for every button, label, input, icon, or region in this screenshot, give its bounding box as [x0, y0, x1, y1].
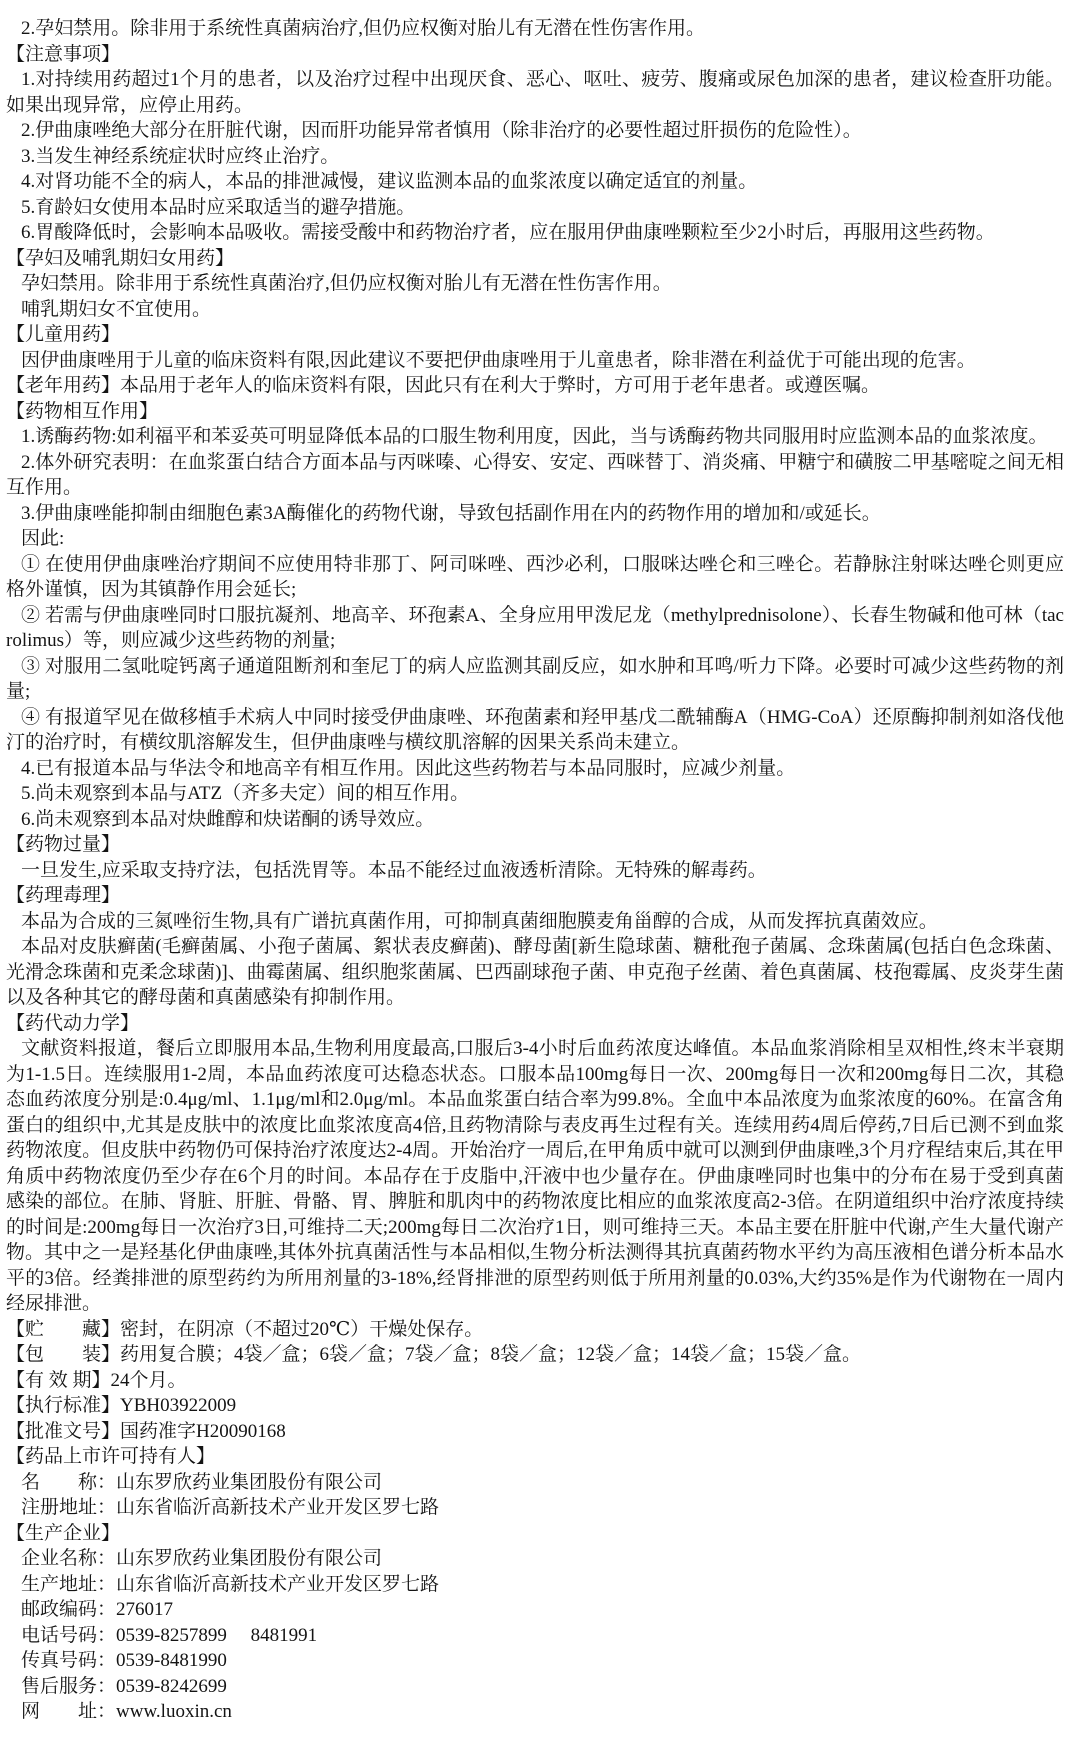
- paragraph: ① 在使用伊曲康唑治疗期间不应使用特非那丁、阿司咪唑、西沙必利，口服咪达唑仑和三唑仑。若静脉注射咪达唑仑则更应格外谨慎，因为其镇静作用会延长;: [6, 553, 1064, 600]
- paragraph: 因此:: [21, 528, 65, 549]
- section-heading: 【药物过量】: [6, 834, 121, 855]
- field-line: 【贮 藏】密封，在阴凉（不超过20℃）干燥处保存。: [6, 1318, 484, 1340]
- paragraph: 注册地址：山东省临沂高新技术产业开发区罗七路: [21, 1497, 440, 1518]
- paragraph: 售后服务：0539-8242699: [21, 1675, 227, 1697]
- paragraph: 6.尚未观察到本品对炔雌醇和炔诺酮的诱导效应。: [21, 808, 435, 830]
- paragraph: 5.尚未观察到本品与ATZ（齐多夫定）间的相互作用。: [21, 783, 470, 804]
- paragraph: ③ 对服用二氢吡啶钙离子通道阻断剂和奎尼丁的病人应监测其副反应，如水肿和耳鸣/听力下降。必要时可减少这些药物的剂量;: [6, 655, 1064, 702]
- paragraph: 邮政编码：276017: [21, 1599, 174, 1620]
- paragraph: 4.已有报道本品与华法令和地高辛有相互作用。因此这些药物若与本品同服时，应减少剂量。: [21, 757, 796, 779]
- field-line: 【执行标准】YBH03922009: [6, 1395, 237, 1416]
- paragraph: 企业名称：山东罗欣药业集团股份有限公司: [21, 1548, 383, 1569]
- paragraph: 1.对持续用药超过1个月的患者，以及治疗过程中出现厌食、恶心、呕吐、疲劳、腹痛或尿色加深的患者，建议检查肝功能。如果出现异常，应停止用药。: [6, 69, 1064, 116]
- paragraph: 本品为合成的三氮唑衍生物,具有广谱抗真菌作用，可抑制真菌细胞膜麦角甾醇的合成，从而发挥抗真菌效应。: [21, 910, 938, 932]
- paragraph: 一旦发生,应采取支持疗法，包括洗胃等。本品不能经过血液透析清除。无特殊的解毒药。: [21, 859, 767, 881]
- paragraph: 哺乳期妇女不宜使用。: [21, 298, 212, 320]
- paragraph: 电话号码：0539-8257899 8481991: [21, 1624, 318, 1646]
- section-heading: 【药理毒理】: [6, 885, 121, 906]
- paragraph: 4.对肾功能不全的病人，本品的排泄减慢，建议监测本品的血浆浓度以确定适宜的剂量。: [21, 171, 758, 192]
- section-heading: 【注意事项】: [6, 43, 121, 65]
- paragraph: 本品对皮肤癣菌(毛癣菌属、小孢子菌属、絮状表皮癣菌)、酵母菌[新生隐球菌、糖秕孢子菌属、念珠菌属(包括白色念珠菌、光滑念珠菌和克柔念球菌)]、曲霉菌属、组织胞浆菌属、巴西副球孢子菌、申克孢子丝菌、着色真菌属、枝孢霉属、皮炎芽生菌以及各种其它的酵母菌和真菌感染有抑制作用。: [6, 936, 1064, 1008]
- paragraph: 传真号码：0539-8481990: [21, 1650, 227, 1671]
- field-line: 【包 装】药用复合膜；4袋／盒；6袋／盒；7袋／盒；8袋／盒；12袋／盒；14袋／盒；15袋／盒。: [6, 1344, 862, 1365]
- paragraph: 6.胃酸降低时，会影响本品吸收。需接受酸中和药物治疗者，应在服用伊曲康唑颗粒至少2小时后，再服用这些药物。: [21, 222, 995, 243]
- section-heading: 【生产企业】: [6, 1522, 121, 1544]
- drug-insert-text-body: [6, 16, 1064, 1725]
- paragraph: 2.孕妇禁用。除非用于系统性真菌病治疗,但仍应权衡对胎儿有无潜在性伤害作用。: [21, 18, 706, 39]
- paragraph: ④ 有报道罕见在做移植手术病人中同时接受伊曲康唑、环孢菌素和羟甲基戊二酰辅酶A（HMG-CoA）还原酶抑制剂如洛伐他汀的治疗时，有横纹肌溶解发生，但伊曲康唑与横纹肌溶解的因果关系尚未建立。: [6, 706, 1064, 753]
- paragraph: 2.伊曲康唑绝大部分在肝脏代谢，因而肝功能异常者慎用（除非治疗的必要性超过肝损伤的危险性）。: [21, 120, 862, 141]
- paragraph: ② 若需与伊曲康唑同时口服抗凝剂、地高辛、环孢素A、全身应用甲泼尼龙（methylprednisolone）、长春生物碱和他可林（tacrolimus）等，则应减少这些药物的剂量;: [6, 604, 1064, 651]
- section-heading: 【孕妇及哺乳期妇女用药】: [6, 247, 235, 269]
- section-heading: 【药物相互作用】: [6, 400, 159, 422]
- section-heading: 【药品上市许可持有人】: [6, 1446, 216, 1467]
- paragraph: 网 址：www.luoxin.cn: [21, 1701, 232, 1722]
- paragraph: 名 称：山东罗欣药业集团股份有限公司: [21, 1471, 383, 1493]
- paragraph: 5.育龄妇女使用本品时应采取适当的避孕措施。: [21, 196, 416, 218]
- field-line: 【批准文号】国药准字H20090168: [6, 1420, 286, 1442]
- section-heading: 【儿童用药】: [6, 324, 121, 345]
- paragraph: 因伊曲康唑用于儿童的临床资料有限,因此建议不要把伊曲康唑用于儿童患者，除非潜在利益优于可能出现的危害。: [21, 349, 976, 371]
- section-heading: 【药代动力学】: [6, 1012, 140, 1034]
- paragraph: 孕妇禁用。除非用于系统性真菌治疗,但仍应权衡对胎儿有无潜在性伤害作用。: [21, 273, 672, 294]
- field-line: 【有 效 期】24个月。: [6, 1369, 187, 1391]
- paragraph: 3.伊曲康唑能抑制由细胞色素3A酶催化的药物代谢，导致包括副作用在内的药物作用的增加和/或延长。: [21, 502, 881, 524]
- paragraph: 2.体外研究表明：在血浆蛋白结合方面本品与丙咪嗪、心得安、安定、西咪替丁、消炎痛、甲糖宁和磺胺二甲基嘧啶之间无相互作用。: [6, 451, 1064, 498]
- paragraph: 文献资料报道，餐后立即服用本品,生物利用度最高,口服后3-4小时后血药浓度达峰值。本品血浆消除相呈双相性,终末半衰期为1-1.5日。连续服用1-2周，本品血药浓度可达稳态状态。口服本品100mg每日一次、200mg每日一次和200mg每日二次，其稳态血药浓度分别是:0.4μg/ml、1.1μg/ml和2.0μg/ml。本品血浆蛋白结合率为99.8%。全血中本品浓度为血浆浓度的60%。在富含角蛋白的组织中,尤其是皮肤中的浓度比血浆浓度高4倍,且药物清除与表皮再生过程有关。连续用药4周后停药,7日后已测不到血浆药物浓度。但皮肤中药物仍可保持治疗浓度达2-4周。开始治疗一周后,在甲角质中就可以测到伊曲康唑,3个月疗程结束后,其在甲角质中药物浓度仍至少存在6个月的时间。本品存在于皮脂中,汗液中也少量存在。伊曲康唑同时也集中的分布在易于受到真菌感染的部位。在肺、肾脏、肝脏、骨骼、胃、脾脏和肌肉中的药物浓度比相应的血浆浓度高2-3倍。在阴道组织中治疗浓度持续的时间是:200mg每日一次治疗3日,可维持二天;200mg每日二次治疗1日，则可维持三天。本品主要在肝脏中代谢,产生大量代谢产物。其中之一是羟基化伊曲康唑,其体外抗真菌活性与本品相似,生物分析法测得其抗真菌药物水平约为高压液相色谱分析本品水平的3倍。经粪排泄的原型药约为所用剂量的3-18%,经肾排泄的原型药则低于所用剂量的0.03%,大约35%是作为代谢物在一周内经尿排泄。: [6, 1038, 1064, 1314]
- paragraph: 1.诱酶药物:如利福平和苯妥英可明显降低本品的口服生物利用度，因此，当与诱酶药物共同服用时应监测本品的血浆浓度。: [21, 426, 1048, 447]
- field-line: 【老年用药】本品用于老年人的临床资料有限，因此只有在利大于弊时，方可用于老年患者。或遵医嘱。: [6, 375, 881, 396]
- paragraph: 生产地址：山东省临沂高新技术产业开发区罗七路: [21, 1573, 440, 1595]
- paragraph: 3.当发生神经系统症状时应终止治疗。: [21, 145, 340, 167]
